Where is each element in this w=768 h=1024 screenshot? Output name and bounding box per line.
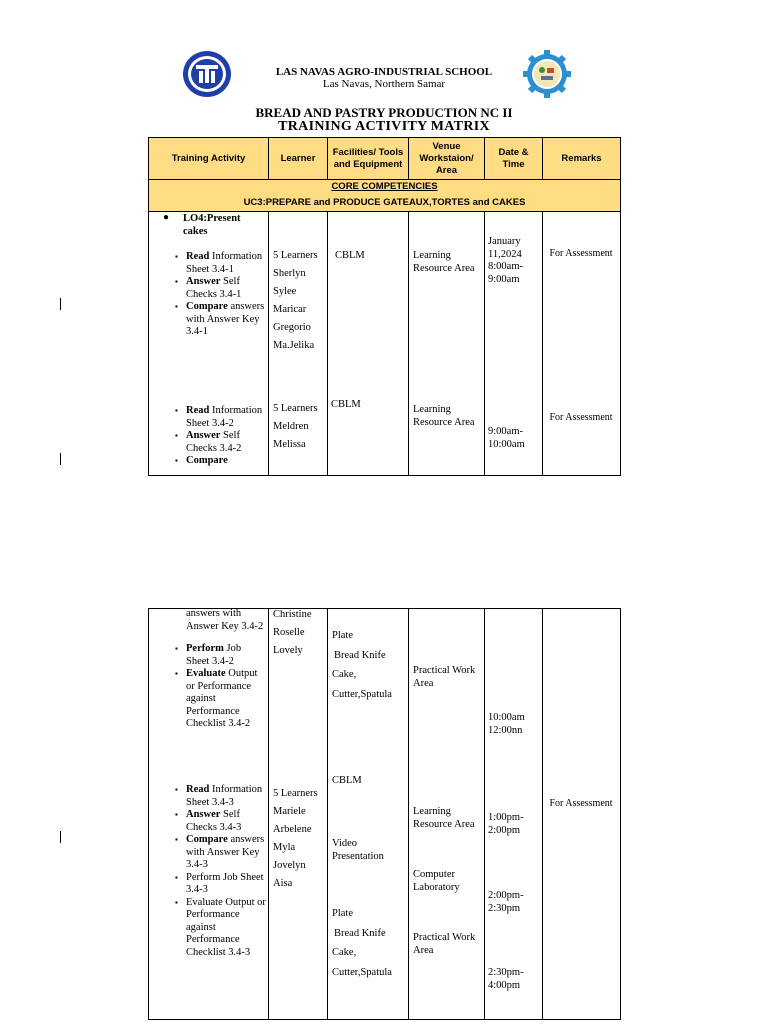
remarks-text: For Assessment	[549, 412, 613, 423]
school-name: LAS NAVAS AGRO-INDUSTRIAL SCHOOL	[275, 66, 493, 78]
unit-title: UC3:PREPARE and PRODUCE GATEAUX,TORTES and CAKES	[243, 197, 526, 208]
venue-text: Practical Work Area	[413, 932, 476, 956]
venue-text: Learning Resource Area	[413, 250, 475, 274]
activity-list	[174, 784, 266, 959]
col-remarks: Remarks	[561, 152, 602, 164]
time-text: 2:30pm-4:00pm	[488, 967, 524, 991]
activity-list	[174, 405, 266, 468]
facility-list: Plate Bread Knife Cake, Cutter,Spatula	[332, 908, 392, 978]
learner-list: 5 Learners Meldren Melissa	[273, 403, 318, 450]
facility-text: CBLM	[331, 399, 361, 410]
col-training-activity: Training Activity	[171, 152, 246, 164]
activity-list	[174, 643, 266, 731]
remarks-text: For Assessment	[549, 248, 613, 259]
core-competencies-title: CORE COMPETENCIES	[331, 181, 438, 192]
text-cursor-mark	[60, 453, 61, 465]
learner-list: 5 Learners Mariele Arbelene Myla Jovelyn Aisa	[273, 788, 318, 889]
list-item: ▪ Perform Job Sheet 3.4-2	[174, 643, 266, 668]
facility-text: Video Presentation	[332, 838, 384, 862]
time-text: 2:00pm-2:30pm	[488, 890, 524, 914]
list-item: ▪ Perform Job Sheet 3.4-3	[174, 872, 266, 897]
col-facilities: Facilities/ Tools and Equipment	[332, 146, 404, 170]
col-learner: Learner	[280, 152, 316, 164]
program-title: BREAD AND PASTRY PRODUCTION NC II	[255, 105, 513, 120]
list-item: ▪ Compare answers with Answer Key 3.4-1	[174, 301, 266, 339]
list-item: ▪ Read Information Sheet 3.4-1	[174, 251, 266, 276]
learner-list: 5 Learners Sherlyn Sylee Maricar Gregorio Ma.Jelika	[273, 250, 318, 351]
text-cursor-mark	[60, 831, 61, 843]
time-text: 9:00am-10:00am	[488, 426, 525, 450]
list-item: ▪ Evaluate Output or Performance against Performance Checklist 3.4-3	[174, 897, 266, 960]
venue-text: Computer Laboratory	[413, 869, 460, 893]
list-item: ▪ Answer Self Checks 3.4-2	[174, 430, 266, 455]
time-text: 8:00am-9:00am	[488, 261, 523, 285]
list-item: ▪ Compare answers with Answer Key 3.4-3	[174, 834, 266, 872]
time-text: 10:00am 12:00nn	[488, 712, 525, 736]
col-date-time: Date & Time	[498, 146, 529, 170]
facility-text: CBLM	[335, 250, 365, 261]
venue-text: Learning Resource Area	[413, 404, 475, 428]
activity-list	[174, 251, 266, 339]
list-item: ▪ Answer Self Checks 3.4-3	[174, 809, 266, 834]
facility-text: CBLM	[332, 775, 362, 786]
list-item: ▪ Answer Self Checks 3.4-1	[174, 276, 266, 301]
school-address: Las Navas, Northern Samar	[322, 78, 446, 90]
learner-list: Christine Roselle Lovely	[273, 609, 312, 656]
list-item: ▪ Compare	[174, 455, 266, 468]
remarks-text: For Assessment	[549, 798, 613, 809]
col-venue: Venue Workstaion/ Area	[419, 140, 474, 176]
activity-continued: answers with Answer Key 3.4-2	[186, 608, 264, 632]
venue-text: Learning Resource Area	[413, 806, 475, 830]
list-item: ▪ Read Information Sheet 3.4-2	[174, 405, 266, 430]
venue-text: Practical Work Area	[413, 665, 476, 689]
list-item: ▪ Evaluate Output or Performance against Performance Checklist 3.4-2	[174, 668, 266, 731]
lo-title: ● LO4:Present cakes	[163, 212, 241, 237]
text-cursor-mark	[60, 298, 61, 310]
matrix-title: TRAINING ACTIVITY MATRIX	[278, 119, 490, 134]
date-text: January 11,2024	[488, 236, 522, 260]
facility-list: Plate Bread Knife Cake, Cutter,Spatula	[332, 630, 392, 700]
time-text: 1:00pm-2:00pm	[488, 812, 524, 836]
list-item: ▪ Read Information Sheet 3.4-3	[174, 784, 266, 809]
